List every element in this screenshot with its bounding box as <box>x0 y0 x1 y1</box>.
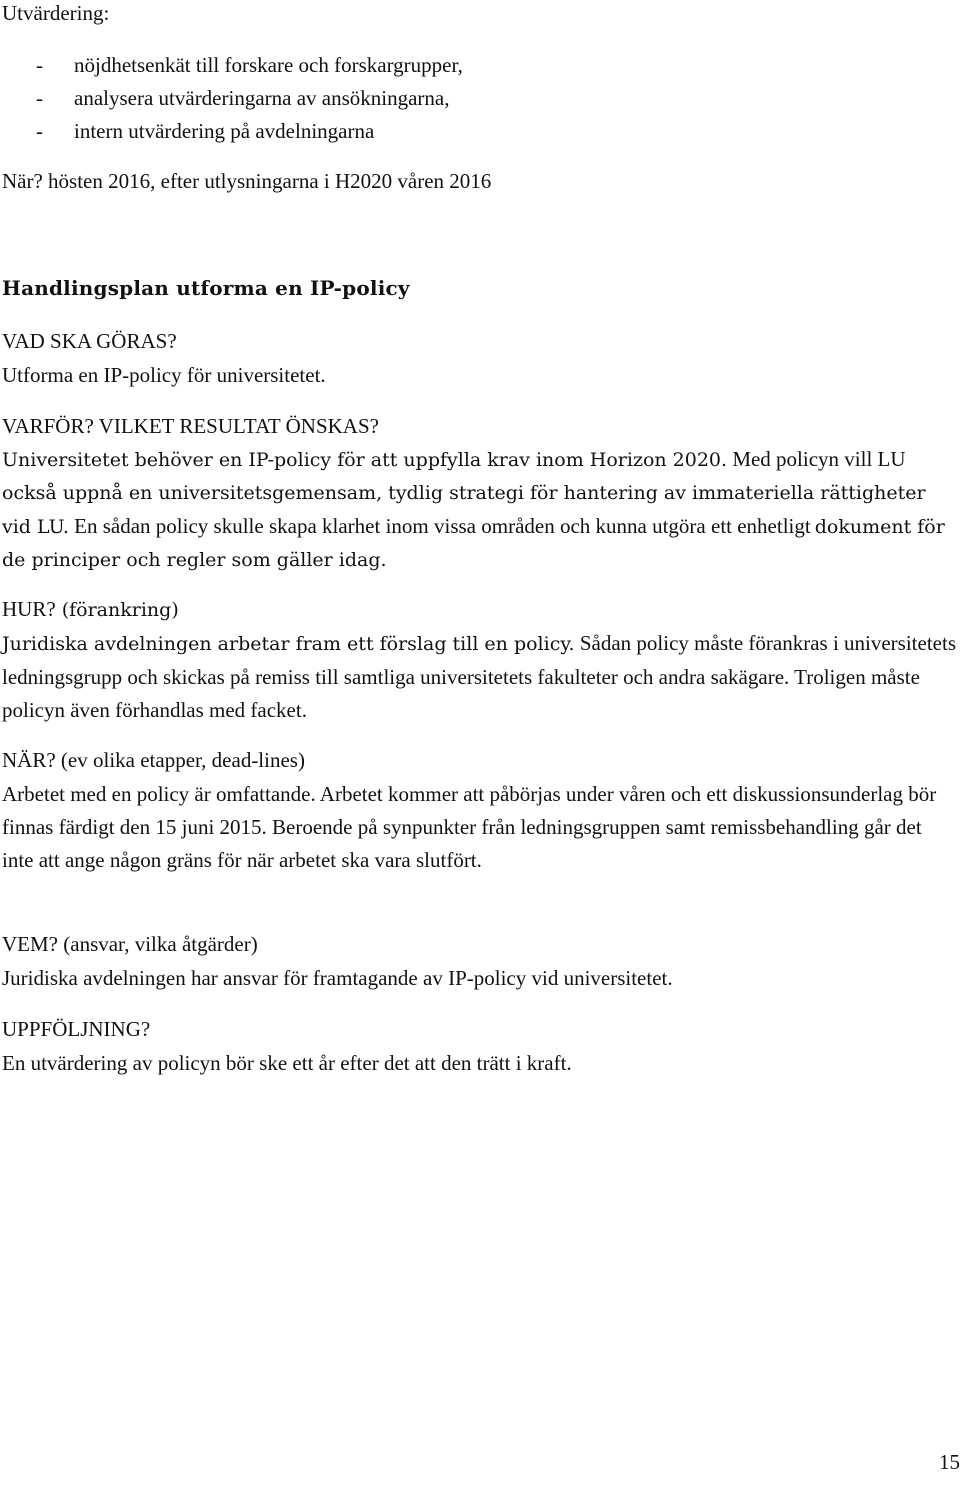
what-text: Utforma en IP-policy för universitetet. <box>2 363 326 387</box>
who-text: Juridiska avdelningen har ansvar för framtagande av IP-policy vid universitetet. <box>2 966 673 990</box>
how-text: Juridiska avdelningen arbetar fram ett förslag till en policy. Sådan policy måste förankras i universitetets ledningsgrupp och skickas på remiss till samtliga universitetets fakulteter och andra sakägare. Troligen måste policyn även förhandlas med facket. <box>2 631 957 722</box>
dash: - <box>36 86 43 110</box>
dash: - <box>36 53 43 77</box>
who-label: VEM? (ansvar, vilka åtgärder) <box>2 932 258 956</box>
why-text: Universitetet behöver en IP-policy för att uppfylla krav inom Horizon 2020. Med policyn vill LU också uppnå en universitetsgemensam, tydlig strategi för hantering av immateriella rättigheter vid LU. En sådan policy skulle skapa klarhet inom vissa områden och kunna utgöra ett enhetligt dokument för de principer och regler som gäller idag. <box>2 447 945 571</box>
followup-label: UPPFÖLJNING? <box>2 1017 151 1041</box>
section-heading: Handlingsplan utforma en IP-policy <box>2 276 410 300</box>
what-label: VAD SKA GÖRAS? <box>2 329 177 353</box>
evaluation-list <box>36 49 463 148</box>
when-text: Arbetet med en policy är omfattande. Arbetet kommer att påbörjas under våren och ett diskussionsunderlag bör finnas färdigt den 15 juni 2015. Beroende på synpunkter från ledningsgruppen samt remissbehandling går det inte att ange någon gräns för när arbetet ska vara slutfört. <box>2 782 937 872</box>
evaluation-label: Utvärdering: <box>2 1 110 25</box>
list-item: - intern utvärdering på avdelningarna <box>36 115 463 148</box>
page-number: 15 <box>939 1450 960 1474</box>
dash: - <box>36 119 43 143</box>
followup-text: En utvärdering av policyn bör ske ett år efter det att den trätt i kraft. <box>2 1051 572 1075</box>
why-label: VARFÖR? VILKET RESULTAT ÖNSKAS? <box>2 414 379 438</box>
when-label: NÄR? (ev olika etapper, dead-lines) <box>2 748 305 772</box>
evaluation-when: När? hösten 2016, efter utlysningarna i H2020 våren 2016 <box>2 169 492 193</box>
list-item: - analysera utvärderingarna av ansökningarna, <box>36 82 463 115</box>
how-label: HUR? (förankring) <box>2 597 179 621</box>
list-item: - nöjdhetsenkät till forskare och forskargrupper, <box>36 49 463 82</box>
